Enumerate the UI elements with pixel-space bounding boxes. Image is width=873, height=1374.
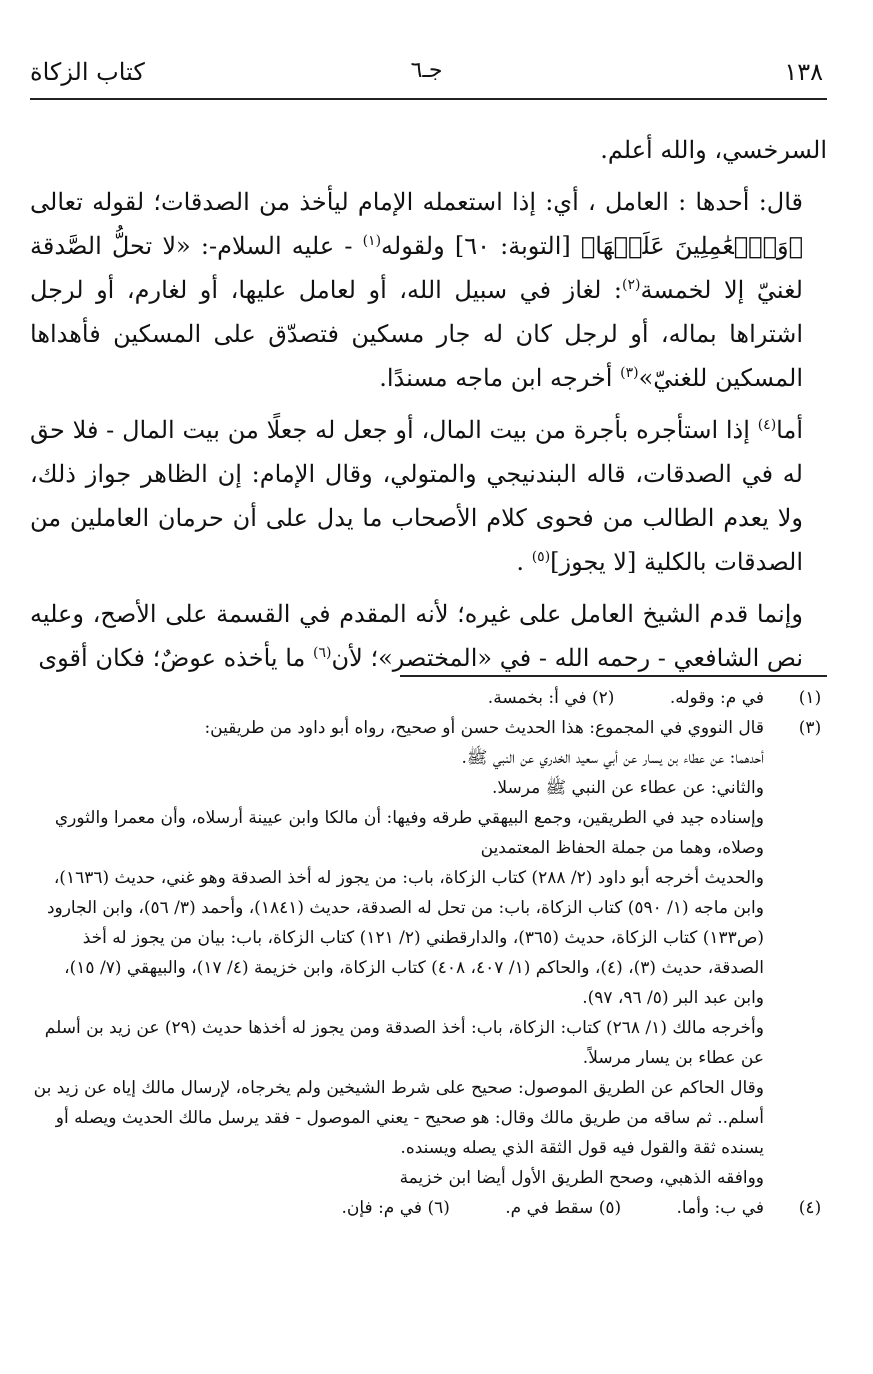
footnote-4-6: (٤) في ب: وأما. (٥) سقط في م. (٦) في م: فإن. [341,1198,822,1218]
header-divider [30,98,827,100]
paragraph: قال: أحدها : العامل ، أي: إذا استعمله الإمام ليأخذ من الصدقات؛ لقوله تعالى ﴿وَٱلۡعَٰمِلِينَ عَلَيۡهَا﴾ [التوبة: ٦٠] ولقوله$^{(١)}$ - عليه السلام-: «لا تحلُّ الصَّدقة لغنيّ إلا لخمسة$^{(٢)}$: لغاز في سبيل الله، أو لعامل عليها، أو لغارم، أو لرجل اشتراها بماله، أو لرجل كان له جار مسكين فتصدّق على المسكين فأهداها المسكين للغنيّ»$^{(٣)}$ أخرجه ابن ماجه مسندًا. [30,188,804,392]
book-title: كتاب الزكاة [30,58,145,86]
footnote-divider [400,675,827,677]
footnote-3: (٣) قال النووي في المجموع: هذا الحديث حسن أو صحيح، رواه أبو داود من طريقين: أحدهما: عن عطاء بن يسار عن أبي سعيد الخدري عن النبي ﷺ. والثاني: عن عطاء عن النبي ﷺ مرسلا. وإسناده جيد في الطريقين، وجمع البيهقي طرقه وفيها: أن مالكا وابن عيينة أرسلاه، وأن معمرا والثوري وصلاه، وهما من جملة الحفاظ المعتمدين والحديث أخرجه أبو داود (٢/ ٢٨٨) كتاب الزكاة، باب: من يجوز له أخذ الصدقة وهو غني، حديث (١٦٣٦)، وابن ماجه (١/ ٥٩٠) كتاب الزكاة، باب: من تحل له الصدقة، حديث (١٨٤١)، وأحمد (٣/ ٥٦)، وابن الجارود (ص١٣٣) كتاب الزكاة، حديث (٣٦٥)، والدارقطني (٢/ ١٢١) كتاب الزكاة، باب: بيان من يجوز له أخذ الصدقة، حديث (٣)، (٤)، والحاكم (١/ ٤٠٧، ٤٠٨) كتاب الزكاة، وابن خزيمة (٤/ ١٧)، والبيهقي (٧/ ١٥)، وابن عبد البر (٥/ ٩٦، ٩٧). وأخرجه مالك (١/ ٢٦٨) كتاب: الزكاة، باب: أخذ الصدقة ومن يجوز له أخذها حديث (٢٩) عن زيد بن أسلم عن عطاء بن يسار مرسلاً. وقال الحاكم عن الطريق الموصول: صحيح على شرط الشيخين ولم يخرجاه، لإرسال مالك إياه عن زيد بن أسلم.. ثم ساقه من طريق مالك وقال: هو صحيح - يعني الموصول - فقد يرسل مالك الحديث ويصله أو يسنده ثقة والقول فيه قول الثقة الذي يصله ويسنده. ووافقه الذهبي، وصحح الطريق الأول أيضا ابن خزيمة [33,718,822,1188]
paragraph: وإنما قدم الشيخ العامل على غيره؛ لأنه المقدم في القسمة على الأصح، وعليه نص الشافعي - رحمه الله - في «المختصر»؛ لأن$^{(٦)}$ ما يأخذه عوضٌ؛ فكان أقوى [30,600,803,672]
footnotes [30,683,822,1223]
page-number: ١٣٨ [784,58,823,86]
footnote-ref: (٣) [620,365,639,381]
running-header [30,52,823,92]
main-text [30,128,827,680]
footnote-1-2: (١) في م: وقوله. (٢) في أ: بخمسة. [487,688,822,708]
paragraph: السرخسي، والله أعلم. [600,136,827,164]
paragraph: أما$^{(٤)}$ إذا استأجره بأجرة من بيت المال، أو جعل له جعلًا من بيت المال - فلا حق له في الصدقات، قاله البندنيجي والمتولي، وقال الإمام: إن الظاهر جواز ذلك، ولا يعدم الطالب من فحوى كلام الأصحاب ما يدل على أن حرمان العاملين من الصدقات بالكلية [لا يجوز]$^{(٥)}$ . [30,416,803,576]
footnote-ref: (٦) [313,645,332,661]
footnote-ref: (٢) [622,277,641,293]
footnote-ref: (٤) [757,417,777,433]
volume-label: جـ٦ [410,58,443,83]
footnote-ref: (١) [362,233,382,249]
footnote-ref: (٥) [531,549,551,565]
